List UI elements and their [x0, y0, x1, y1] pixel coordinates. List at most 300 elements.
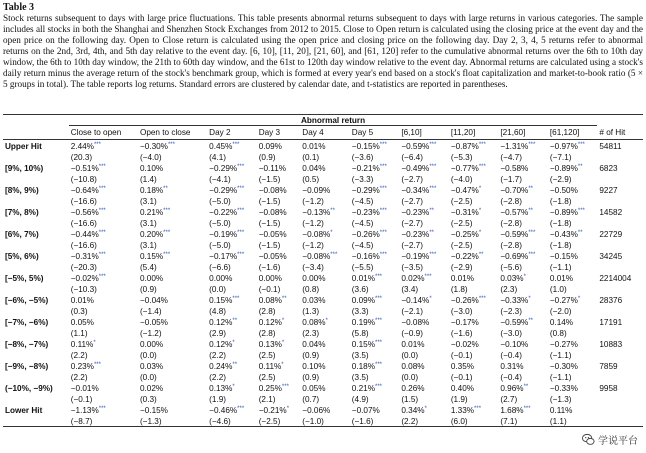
cell-value: −0.23%	[401, 208, 430, 217]
table-row	[3, 316, 643, 328]
significance-stars: ***	[237, 164, 245, 170]
table-cell	[207, 382, 257, 394]
t-statistic: (3.1)	[139, 240, 157, 250]
t-statistic: (−1.8)	[549, 196, 572, 206]
table-cell	[138, 140, 207, 153]
table-cell: 0.01%	[70, 296, 94, 305]
cell-value: 0.08%	[258, 296, 282, 305]
table-cell	[69, 206, 138, 218]
t-statistic: (0.9)	[302, 372, 320, 382]
significance-stars: ***	[237, 406, 245, 412]
cell-value: −0.29%	[209, 186, 238, 195]
cell-value: 0.21%	[139, 208, 164, 217]
t-statistic: (6.0)	[449, 416, 499, 427]
table-row	[3, 228, 643, 240]
significance-stars: *	[429, 296, 432, 302]
significance-stars: ***	[237, 230, 245, 236]
t-statistic: (−16.6)	[70, 240, 97, 250]
t-statistic: (−2.5)	[450, 218, 473, 228]
column-header: [6,10]	[399, 126, 449, 140]
significance-stars: ***	[232, 296, 240, 302]
table-cell	[449, 228, 499, 240]
t-statistic: (−0.1)	[450, 372, 473, 382]
t-statistic: (−2.8)	[500, 196, 522, 206]
table-cell: 0.10%	[302, 362, 326, 371]
significance-stars: *	[281, 318, 285, 324]
column-header: Close to open	[69, 126, 138, 140]
table-cell	[257, 294, 301, 306]
table-cell	[548, 206, 598, 218]
t-statistic: (−2.9)	[549, 174, 572, 184]
significance-stars: **	[281, 296, 287, 302]
table-cell	[350, 140, 400, 153]
t-statistic	[597, 262, 643, 272]
significance-stars: ***	[375, 340, 383, 346]
table-cell: −0.08%	[401, 318, 430, 327]
table-cell	[69, 404, 138, 416]
column-header: Open to close	[138, 126, 207, 140]
table-row	[3, 184, 643, 196]
table-cell	[498, 184, 548, 196]
watermark-text: 学说平台	[598, 436, 638, 447]
table-cell	[207, 206, 257, 218]
t-statistic: (−2.7)	[401, 174, 423, 184]
table-cell: 0.04%	[302, 340, 326, 349]
table-cell	[207, 294, 257, 306]
t-statistic: (2.1)	[258, 394, 276, 404]
t-statistic: (−1.6)	[450, 328, 473, 338]
t-statistic: (−1.1)	[549, 350, 572, 360]
table-cell: 0.40%	[450, 384, 475, 393]
t-statistic: (−4.0)	[450, 174, 473, 184]
table-cell	[138, 250, 207, 262]
cell-value: −0.59%	[401, 142, 430, 151]
cell-value: 0.03%	[500, 274, 524, 283]
table-cell	[399, 272, 449, 284]
cell-value: −0.21%	[351, 164, 380, 173]
t-statistic: (−4.5)	[351, 196, 374, 206]
tstat-row	[3, 416, 643, 427]
t-statistic	[597, 328, 643, 338]
t-statistic: (1.1)	[70, 328, 88, 338]
cell-value: 0.34%	[401, 406, 425, 415]
cell-value: 0.21%	[351, 384, 376, 393]
cell-value: −0.17%	[209, 252, 238, 261]
cell-value: 0.19%	[351, 318, 376, 327]
t-statistic: (−3.6)	[351, 152, 374, 162]
significance-stars: *	[577, 296, 581, 302]
table-cell	[207, 316, 257, 328]
cell-value: 0.13%	[258, 340, 282, 349]
significance-stars: ***	[379, 142, 387, 148]
significance-stars: **	[330, 208, 335, 214]
t-statistic: (2.8)	[258, 328, 276, 338]
row-label: [−9%, −8%)	[5, 362, 49, 371]
cell-value: 1.33%	[450, 406, 475, 415]
table-cell	[350, 294, 400, 306]
cell-value: −0.69%	[500, 252, 529, 261]
cell-value: −0.13%	[302, 208, 331, 217]
tstat-row	[3, 306, 643, 316]
table-cell	[548, 140, 598, 153]
table-cell	[399, 140, 449, 153]
t-statistic: (−20.3)	[70, 262, 97, 272]
t-statistic	[597, 218, 643, 228]
significance-stars: ***	[379, 208, 387, 214]
t-statistic: (−1.2)	[139, 328, 162, 338]
cell-value: −0.44%	[70, 230, 99, 239]
table-cell: −0.08%	[258, 208, 287, 217]
cell-value: −0.51%	[70, 164, 99, 173]
table-cell: −0.17%	[450, 318, 479, 327]
significance-stars: ***	[375, 384, 383, 390]
significance-stars: ***	[98, 406, 106, 412]
t-statistic: (−6.4)	[401, 152, 423, 162]
significance-stars: ***	[379, 186, 387, 192]
t-statistic: (2.5)	[258, 372, 276, 382]
table-cell: 0.01%	[549, 274, 574, 283]
cell-value: −0.89%	[549, 208, 578, 217]
table-row	[3, 360, 643, 372]
t-statistic: (−5.0)	[209, 196, 231, 206]
row-label: Upper Hit	[5, 142, 42, 151]
table-cell	[498, 206, 548, 218]
table-cell	[138, 184, 207, 196]
table-cell: −0.27%	[549, 340, 578, 349]
tstat-row	[3, 284, 643, 294]
cell-value: 0.12%	[209, 340, 233, 349]
t-statistic: (−2.5)	[450, 240, 473, 250]
t-statistic: (2.2)	[70, 372, 88, 382]
t-statistic: (0.3)	[139, 394, 157, 404]
t-statistic: (−0.1)	[70, 394, 93, 404]
t-statistic: (0.5)	[302, 174, 320, 184]
t-statistic	[597, 174, 643, 184]
table-cell	[207, 184, 257, 196]
t-statistic: (−0.4)	[500, 350, 522, 360]
significance-stars: ***	[330, 252, 338, 258]
t-statistic	[597, 240, 643, 250]
significance-stars: ***	[163, 252, 171, 258]
t-statistic: (−2.1)	[401, 306, 423, 316]
significance-stars: *	[523, 274, 526, 280]
significance-stars: ***	[577, 142, 585, 148]
table-cell: 0.09%	[258, 142, 282, 151]
tstat-row	[3, 372, 643, 382]
table-cell	[449, 184, 499, 196]
significance-stars: *	[325, 318, 328, 324]
t-statistic: (3.3)	[351, 306, 369, 316]
significance-stars: ***	[474, 406, 482, 412]
cell-value: −0.31%	[450, 208, 479, 217]
significance-stars: *	[478, 186, 482, 192]
t-statistic	[597, 306, 643, 316]
tstat-row	[3, 328, 643, 338]
t-statistic: (7.1)	[498, 416, 548, 427]
table-cell	[207, 140, 257, 153]
t-statistic: (3.6)	[351, 284, 369, 294]
cell-value: −0.59%	[500, 318, 529, 327]
table-cell	[449, 250, 499, 262]
table-row	[3, 338, 643, 350]
t-statistic: (0.7)	[302, 394, 320, 404]
significance-stars: ***	[98, 208, 106, 214]
significance-stars: ***	[281, 384, 289, 390]
table-cell	[399, 250, 449, 262]
table-cell	[449, 206, 499, 218]
cell-value: 0.24%	[209, 362, 233, 371]
significance-stars: ***	[98, 186, 106, 192]
watermark	[582, 432, 638, 447]
cell-value: −0.21%	[258, 406, 287, 415]
cell-value: 0.15%	[139, 252, 164, 261]
t-statistic: (−3.4)	[302, 262, 324, 272]
table-cell: 0.26%	[401, 384, 425, 393]
t-statistic: (−10.3)	[70, 284, 97, 294]
table-cell: −0.07%	[351, 406, 380, 415]
t-statistic: (1.0)	[549, 284, 567, 294]
cell-value: 1.68%	[500, 406, 524, 415]
table-cell	[138, 206, 207, 218]
table-cell	[69, 338, 138, 350]
table-cell: 10883	[599, 340, 623, 349]
significance-stars: *	[93, 340, 96, 346]
cell-value: 0.12%	[209, 318, 233, 327]
cell-value: −1.31%	[500, 142, 529, 151]
table-cell: −0.33%	[549, 384, 578, 393]
table-row	[3, 250, 643, 262]
table-cell: 0.00%	[209, 274, 233, 283]
significance-stars: ***	[478, 142, 486, 148]
cell-value: 0.02%	[401, 274, 425, 283]
significance-stars: ***	[478, 164, 486, 170]
column-header: Day 4	[300, 126, 350, 140]
t-statistic: (0.0)	[139, 372, 157, 382]
row-label: [9%, 10%)	[5, 164, 44, 173]
t-statistic: (−1.6)	[350, 416, 400, 427]
significance-stars: **	[528, 318, 534, 324]
table-cell	[548, 228, 598, 240]
table-cell	[300, 250, 350, 262]
t-statistic	[597, 196, 643, 206]
column-header: Day 2	[207, 126, 257, 140]
column-header: # of Hit	[597, 126, 643, 140]
significance-stars: *	[528, 296, 531, 302]
cell-value: −0.23%	[401, 230, 430, 239]
t-statistic: (−10.8)	[70, 174, 97, 184]
significance-stars: ***	[528, 142, 536, 148]
tstat-row	[3, 218, 643, 228]
significance-stars: ***	[424, 274, 432, 280]
table-cell: 22729	[599, 230, 623, 239]
t-statistic: (20.3)	[70, 152, 93, 162]
significance-stars: ***	[523, 406, 531, 412]
cell-value: 0.23%	[70, 362, 94, 371]
t-statistic: (−6.6)	[209, 262, 231, 272]
table-cell: −0.01%	[70, 384, 99, 393]
table-cell: −0.02%	[450, 340, 479, 349]
significance-stars: ***	[577, 208, 585, 214]
cell-value: −0.08%	[302, 252, 331, 261]
t-statistic: (−1.3)	[138, 416, 207, 427]
significance-stars: ***	[375, 274, 383, 280]
t-statistic: (−1.8)	[549, 218, 572, 228]
table-cell	[498, 140, 548, 153]
cell-value: −0.64%	[70, 186, 99, 195]
table-row	[3, 162, 643, 174]
t-statistic: (−1.5)	[258, 174, 281, 184]
table-cell	[207, 250, 257, 262]
t-statistic: (−1.7)	[500, 174, 522, 184]
t-statistic: (0.8)	[302, 284, 320, 294]
cell-value: −0.70%	[500, 186, 529, 195]
t-statistic: (0.8)	[549, 328, 567, 338]
significance-stars: **	[163, 186, 168, 192]
table-cell	[257, 404, 301, 416]
significance-stars: ***	[163, 208, 171, 214]
cell-value: −1.13%	[70, 406, 99, 415]
cell-value: 0.11%	[258, 362, 282, 371]
t-statistic: (5.8)	[351, 328, 369, 338]
cell-value: −0.89%	[549, 164, 578, 173]
table-cell: 34245	[599, 252, 623, 261]
table-cell: 2214004	[599, 274, 632, 283]
table-row	[3, 404, 643, 416]
cell-value: −0.33%	[500, 296, 529, 305]
t-statistic: (3.4)	[401, 284, 419, 294]
t-statistic: (−2.9)	[450, 262, 473, 272]
table-cell: −0.15%	[139, 406, 168, 415]
cell-value: −0.30%	[139, 142, 168, 151]
cell-value: 0.96%	[500, 384, 524, 393]
table-cell	[350, 338, 400, 350]
table-cell	[498, 404, 548, 416]
t-statistic: (0.0)	[401, 372, 419, 382]
table-cell: 0.11%	[549, 406, 573, 415]
table-cell	[207, 338, 257, 350]
table-cell: 9227	[599, 186, 618, 195]
t-statistic: (−0.1)	[450, 350, 473, 360]
t-statistic: (−1.2)	[302, 196, 324, 206]
t-statistic: (−4.1)	[209, 174, 231, 184]
significance-stars: *	[478, 208, 482, 214]
table-cell	[350, 360, 400, 372]
cell-value: −0.43%	[549, 230, 578, 239]
t-statistic: (3.1)	[139, 196, 157, 206]
significance-stars: *	[286, 406, 290, 412]
t-statistic: (−3.0)	[500, 328, 522, 338]
t-statistic: (2.3)	[500, 284, 518, 294]
t-statistic: (0.1)	[302, 152, 320, 162]
cell-value: 0.18%	[139, 186, 164, 195]
significance-stars: ***	[429, 186, 437, 192]
table-row	[3, 382, 643, 394]
table-cell	[498, 228, 548, 240]
table-cell: 0.00%	[139, 274, 164, 283]
t-statistic: (−4.6)	[207, 416, 257, 427]
cell-value: 0.18%	[351, 362, 376, 371]
t-statistic: (−3.5)	[401, 262, 423, 272]
table-cell	[350, 382, 400, 394]
table-cell	[69, 228, 138, 240]
t-statistic: (−5.0)	[209, 240, 231, 250]
significance-stars: **	[429, 208, 434, 214]
t-statistic: (−0.4)	[500, 372, 522, 382]
t-statistic: (−0.9)	[401, 328, 423, 338]
returns-table	[3, 114, 643, 427]
table-cell	[69, 140, 138, 153]
table-cell: 0.01%	[302, 142, 326, 151]
table-cell	[449, 294, 499, 306]
table-cell: −0.05%	[139, 318, 168, 327]
column-header	[3, 126, 69, 140]
t-statistic: (−1.1)	[549, 372, 572, 382]
table-cell	[399, 184, 449, 196]
table-cell	[207, 360, 257, 372]
t-statistic: (4.8)	[209, 306, 227, 316]
row-label: [−7%, −6%)	[5, 318, 49, 327]
tstat-row	[3, 350, 643, 360]
cell-value: −0.25%	[450, 230, 479, 239]
table-cell	[257, 316, 301, 328]
cell-value: −0.97%	[549, 142, 578, 151]
significance-stars: ***	[167, 142, 175, 148]
table-cell	[350, 250, 400, 262]
significance-stars: ***	[232, 142, 240, 148]
table-row	[3, 294, 643, 306]
table-cell: −0.11%	[258, 164, 287, 173]
tstat-row	[3, 262, 643, 272]
significance-stars: **	[528, 186, 534, 192]
t-statistic	[597, 284, 643, 294]
t-statistic: (−1.3)	[549, 394, 572, 404]
table-cell: 0.00%	[139, 340, 164, 349]
cell-value: 0.45%	[209, 142, 233, 151]
column-header: [11,20]	[449, 126, 499, 140]
table-cell: 6823	[599, 164, 618, 173]
table-cell	[449, 162, 499, 174]
t-statistic: (−2.8)	[500, 240, 522, 250]
t-statistic: (2.7)	[500, 394, 518, 404]
cell-value: −0.56%	[70, 208, 99, 217]
row-label: [6%, 7%)	[5, 230, 39, 239]
cell-value: 0.12%	[258, 318, 282, 327]
t-statistic: (−5.3)	[450, 152, 473, 162]
t-statistic: (3.5)	[351, 372, 369, 382]
cell-value: 0.15%	[351, 340, 376, 349]
table-cell	[548, 294, 598, 306]
group-header-row	[3, 115, 643, 126]
t-statistic: (−4.5)	[351, 218, 374, 228]
row-label: [−8%, −7%)	[5, 340, 49, 349]
significance-stars: ***	[528, 230, 536, 236]
table-cell: 0.10%	[139, 164, 164, 173]
t-statistic: (−1.5)	[258, 196, 281, 206]
significance-stars: ***	[93, 142, 101, 148]
t-statistic: (−4.7)	[500, 152, 522, 162]
table-cell	[300, 316, 350, 328]
table-cell: 0.00%	[258, 274, 282, 283]
cell-value: −0.26%	[351, 230, 380, 239]
table-cell: 28376	[599, 296, 623, 305]
t-statistic: (1.9)	[450, 394, 468, 404]
cell-value: 0.13%	[209, 384, 233, 393]
table-cell	[207, 228, 257, 240]
table-cell: 0.01%	[401, 340, 425, 349]
t-statistic	[597, 152, 643, 162]
table-cell: −0.30%	[549, 362, 578, 371]
t-statistic: (−1.5)	[258, 240, 281, 250]
